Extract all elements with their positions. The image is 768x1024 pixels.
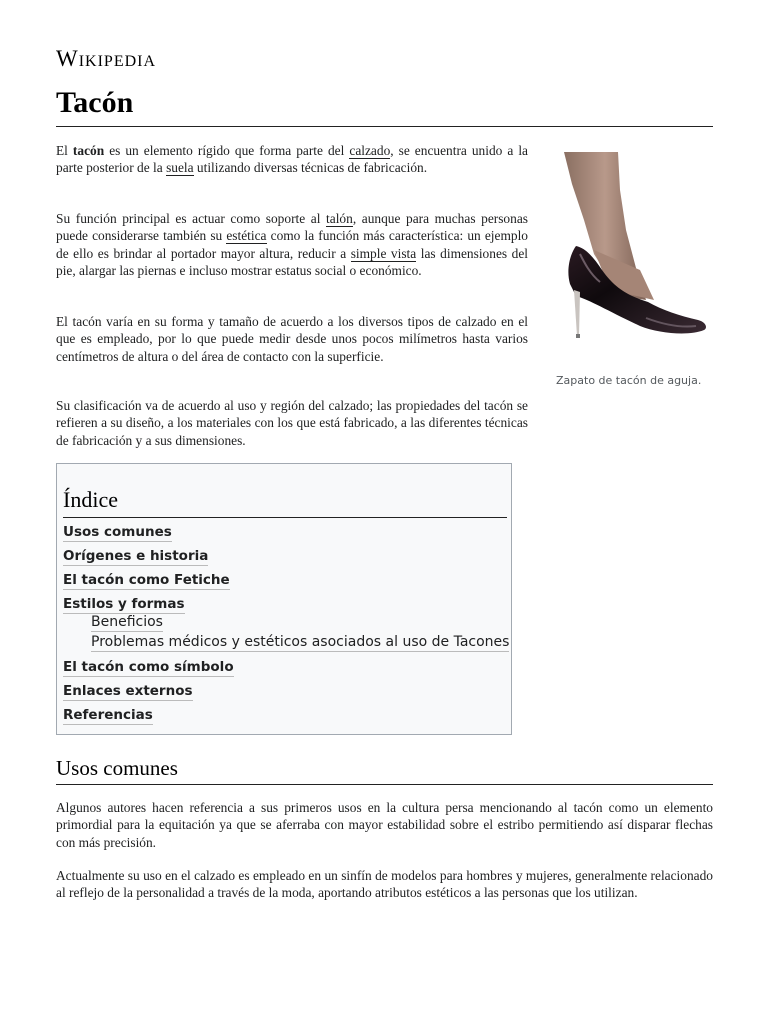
toc-heading: Índice [63,486,507,518]
toc-item-estilos-formas[interactable]: Estilos y formas [63,596,185,612]
inline-link[interactable]: simple vista [350,245,417,261]
text-run: las dimensiones del pie, alargar las piernas e incluso mostrar estatus social o económico. [56,245,528,279]
text-run: utilizando diversas técnicas de fabricación. [193,160,428,176]
text-run: Su función principal es actuar como soporte al [56,211,327,226]
intro-paragraph-3 [56,313,528,365]
toc-item-tacon-fetiche[interactable]: El tacón como Fetiche [63,572,230,588]
intro-paragraph-4 [56,397,528,449]
figure-caption: Zapato de tacón de aguja. [556,374,702,387]
page-title: Tacón [56,82,713,127]
table-of-contents [56,463,512,735]
text-run: , se encuentra unido a la parte posterior de la [56,143,529,176]
intro-paragraph-1 [56,142,528,177]
bold-term: tacón [72,143,105,158]
inline-link[interactable]: estética [226,228,267,244]
toc-item-origenes-historia[interactable]: Orígenes e historia [63,548,209,564]
wikipedia-logo[interactable]: Wikipedia [56,46,157,71]
text-run: El [56,143,73,158]
text-run: El tacón varía en su forma y tamaño de acuerdo a los diversos tipos de calzado en el que es empleado, por lo que puede medir desde unos pocos milímetros hasta varios centímetros de altura o del área de contacto con la superficie. [56,314,528,364]
text-run: Su clasificación va de acuerdo al uso y región del calzado; las propiedades del tacón se refieren a su diseño, a los materiales con los que está fabricado, a las diferentes técnicas de fabricación y a sus dimensiones. [56,398,528,448]
toc-item-tacon-simbolo[interactable]: El tacón como símbolo [63,659,234,675]
toc-subitem-beneficios[interactable]: Beneficios [91,614,163,630]
toc-item-usos-comunes[interactable]: Usos comunes [63,524,172,540]
inline-link[interactable]: suela [166,160,194,176]
intro-paragraph-2 [56,210,528,280]
text-run: como la función más característica: un ejemplo de ello es brindar al portador mayor altura, reducir a [56,228,528,261]
toc-subitem-problemas-medicos[interactable]: Problemas médicos y estéticos asociados al uso de Tacones [91,634,510,650]
text-run: , aunque para muchas personas puede considerarse también su [56,211,528,244]
section-paragraph-1: Algunos autores hacen referencia a sus primeros usos en la cultura persa mencionando al tacón como un elemento primordial para la equitación ya que se aferraba con mayor estabilidad sobre el estribo permitiendo así disparar flechas con más precisión. [56,800,713,850]
shoe-image[interactable] [550,150,713,355]
inline-link[interactable]: talón [326,211,353,226]
section-heading-usos-comunes: Usos comunes [56,754,713,785]
toc-item-referencias[interactable]: Referencias [63,707,153,723]
toc-item-enlaces-externos[interactable]: Enlaces externos [63,683,193,699]
stiletto-shoe-illustration [550,150,713,350]
section-paragraph-2: Actualmente su uso en el calzado es empleado en un sinfín de modelos para hombres y mujeres, generalmente relacionado al reflejo de la personalidad a través de la moda, aportando atributos estéticos a las personas que los utilizan. [56,868,713,901]
text-run: es un elemento rígido que forma parte del [104,143,350,158]
inline-link[interactable]: calzado [349,143,391,158]
